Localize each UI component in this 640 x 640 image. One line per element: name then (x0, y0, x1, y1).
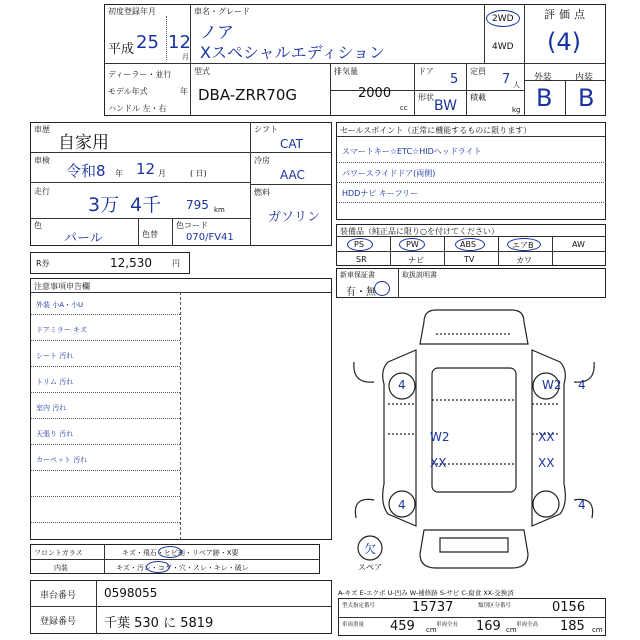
ps-circle (347, 238, 373, 251)
note-separator (30, 418, 180, 419)
notes-section (30, 278, 332, 540)
spare-label: スペア (358, 563, 382, 572)
note-separator (30, 314, 180, 315)
note-item-1: 外装 小A・小U (36, 301, 84, 309)
displacement: 2000 (358, 86, 392, 101)
mark-rear-right-tire: 4 (578, 498, 586, 512)
first-reg-label: 初度登録年月 (108, 7, 156, 16)
doors: 5 (450, 72, 459, 87)
abs-circle (455, 238, 485, 251)
note-item-5: 室内 汚れ (36, 404, 67, 412)
score-label: 評価点 (544, 8, 589, 21)
score-value: (4) (547, 28, 581, 56)
spare-mark: 欠 (364, 542, 377, 556)
ac-value: AAC (280, 168, 305, 182)
warranty-none-circle (374, 281, 390, 296)
mark-left-door: W2 (430, 430, 450, 444)
first-reg-era: 平成 (108, 42, 135, 57)
color-code: 070/FV41 (186, 232, 234, 243)
sales-point-2: パワースライドドア(両側) (342, 169, 436, 178)
mark-front-left-tire: 4 (398, 378, 406, 392)
inspection-month: 12 (136, 160, 156, 178)
damage-legend: A-キズ E-エクボ U-凹み W-補修跡 S-サビ C-腐食 XX-交換済 (338, 589, 514, 597)
pw-circle (399, 238, 425, 251)
class-number: 0156 (552, 600, 586, 615)
first-reg-year: 25 (136, 32, 159, 53)
sales-point-3: HDDナビ キーフリー (342, 189, 419, 198)
mark-right-door-xx-2: XX (538, 456, 555, 470)
recycle-value: 12,530 (110, 256, 152, 270)
drive-2wd-circle (486, 10, 520, 27)
notes-title: 注意事項申告欄 (34, 282, 90, 291)
note-separator (30, 522, 180, 523)
warranty-value: 有・無 (346, 287, 376, 298)
note-item-3: シート 汚れ (36, 352, 74, 360)
capacity: 7 (502, 72, 511, 87)
sales-point-1: スマートキー☆ETC☆HIDヘッドライト (342, 147, 482, 156)
glass-values: キズ・飛石・ヒビ割・リペア跡・X要 (122, 549, 239, 557)
note-item-4: トリム 汚れ (36, 378, 74, 386)
shift-value: CAT (280, 137, 303, 151)
vehicle-length: 169 (476, 619, 501, 634)
exterior-grade: B (536, 84, 553, 112)
car-diagram (344, 304, 604, 574)
mileage-rest: 795 (186, 198, 209, 212)
interior-grade: B (578, 84, 595, 112)
grade: Xスペシャルエディション (200, 43, 386, 62)
note-separator (30, 392, 180, 393)
vehicle-weight: 459 (390, 619, 415, 634)
car-name: ノア (200, 23, 234, 43)
mark-front-right-tire: 4 (578, 378, 586, 392)
mark-right-door-xx-1: XX (538, 430, 555, 444)
note-separator (30, 496, 180, 497)
airbag-circle (507, 238, 541, 251)
color-value: パール (64, 231, 103, 246)
chip-circle (158, 546, 182, 558)
shape: BW (434, 98, 457, 114)
sales-points-title: セールスポイント（正常に機能するものに限ります） (340, 126, 532, 135)
note-separator (30, 366, 180, 367)
usage-value: 自家用 (58, 133, 109, 153)
note-item-2: ドアミラー キズ (36, 326, 87, 334)
stain-circle (146, 561, 170, 573)
note-separator (30, 340, 180, 341)
plate-number: 千葉 530 に 5819 (104, 616, 214, 631)
mileage-man: 3万 (88, 194, 120, 216)
vehicle-height: 185 (560, 619, 585, 634)
fuel-value: ガソリン (268, 210, 321, 225)
inspection-era: 令和8 (66, 162, 106, 180)
interior-values: キズ・汚レ・コゲ・穴・スレ・キレ・破レ (116, 564, 249, 572)
note-separator (30, 444, 180, 445)
mark-rear-left-tire: 4 (398, 498, 406, 512)
note-item-6: 天張り 汚れ (36, 430, 74, 438)
first-reg-month: 12 (168, 32, 191, 53)
chassis-number: 0598055 (104, 586, 158, 600)
type-value: DBA-ZRR70G (198, 86, 298, 104)
note-item-7: カーペット 汚れ (36, 456, 88, 464)
equipment-title: 装備品（純正品に限り○を付けてください） (340, 227, 499, 236)
mileage-sen: 4千 (130, 194, 162, 216)
mark-right-front: W2 (542, 378, 562, 392)
note-separator (30, 470, 180, 471)
name-grade-label: 車名・グレード (194, 7, 250, 16)
mark-left-door-xx: XX (430, 456, 447, 470)
type-designation: 15737 (412, 600, 454, 615)
drive-2wd: 2WD (492, 14, 514, 24)
drive-4wd: 4WD (492, 42, 514, 52)
